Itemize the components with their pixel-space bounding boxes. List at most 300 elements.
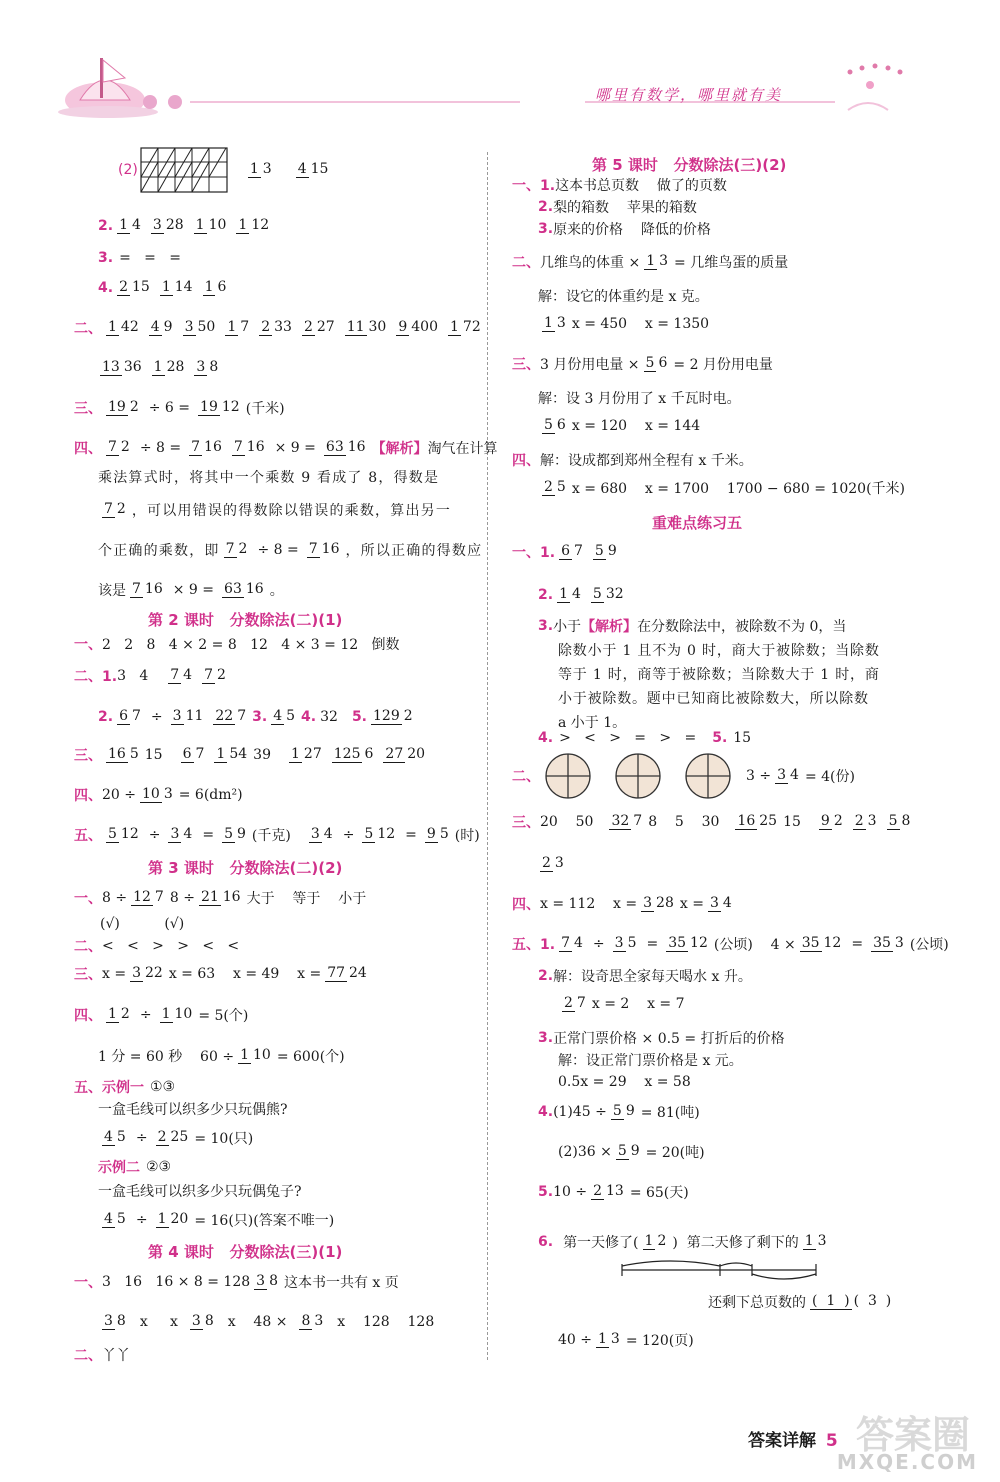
left-line-31 <box>98 1302 434 1342</box>
fraction: 77 24 <box>327 965 367 982</box>
right-line-21 <box>512 802 916 842</box>
fraction: 1 3 <box>544 315 566 332</box>
grid-diagram <box>140 147 228 193</box>
expr-text: = 20(吨) <box>645 1145 705 1161</box>
right-line-32 <box>538 1172 689 1212</box>
expr-text: = <box>646 936 659 952</box>
expr-text: 3 月份用电量 × <box>540 357 640 373</box>
expr-text: 几维鸟的体重 × <box>540 255 641 271</box>
ship-logo-icon <box>58 58 158 118</box>
answer-text: 20 50 <box>540 814 594 830</box>
item-number: 6. <box>538 1234 554 1250</box>
fraction: 4 9 <box>150 319 173 336</box>
expr-text: 8 ÷ <box>169 890 195 906</box>
fraction: 21 16 <box>200 889 241 906</box>
answer-text: 这本书一共有 x 页 <box>283 1275 399 1291</box>
expr-text: ÷ <box>135 1212 148 1228</box>
right-line-31 <box>558 1132 705 1172</box>
fraction: 5 6 <box>544 417 566 434</box>
item-number: 二、 <box>512 255 540 271</box>
fraction: 5 8 <box>888 813 911 830</box>
item-number: 一、 <box>74 1275 102 1291</box>
fraction: 3 50 <box>184 319 216 336</box>
right-line-33 <box>538 1222 833 1262</box>
item-number: 五、 <box>74 828 102 844</box>
expr-text: = 6(dm²) <box>178 787 243 803</box>
item-number: 二、 <box>74 939 102 955</box>
fraction: 1 3 <box>646 253 669 270</box>
stars-icon <box>848 64 903 111</box>
fraction: 3 28 <box>152 217 184 234</box>
expr-text: (1)45 ÷ <box>553 1104 607 1120</box>
fraction: 11 30 <box>346 319 387 336</box>
item-number: 二、 <box>74 321 102 337</box>
expr-text: 40 ÷ <box>558 1332 592 1348</box>
fraction: 27 20 <box>385 746 426 763</box>
section-heading-lesson-3: 第 3 课时 分数除法(二)(2) <box>148 858 343 877</box>
right-line-20 <box>512 748 855 804</box>
fraction: 7 2 <box>104 501 126 518</box>
left-line-29 <box>98 1200 334 1240</box>
left-line-5 <box>74 308 487 348</box>
fraction: 63 16 <box>224 581 264 598</box>
right-line-13 <box>538 575 630 615</box>
answer-text: 8 5 30 <box>648 814 720 830</box>
analysis-text: 个正确的乘数，即 <box>98 543 220 559</box>
fraction: 9 2 <box>820 813 843 830</box>
analysis-text: ，所以正确的得数应 <box>345 543 483 559</box>
right-line-34 <box>708 1282 897 1322</box>
item-number: 3. <box>538 221 554 237</box>
dot-icon <box>168 95 182 109</box>
left-line-18 <box>74 815 480 855</box>
fraction: 4 5 <box>104 1129 126 1146</box>
fraction: 16 25 <box>737 813 778 830</box>
fraction: 5 32 <box>592 586 624 603</box>
expr-text: x = 63 x = 49 x = <box>168 966 322 982</box>
fraction: 35 3 <box>873 935 904 952</box>
fraction: 1 3 <box>249 161 272 178</box>
item-number: 四、 <box>512 897 540 913</box>
fraction: 9 400 <box>398 319 438 336</box>
expr-text: x = <box>679 896 704 912</box>
fraction: 7 16 <box>233 439 265 456</box>
answer-text: 3 4 <box>117 668 149 684</box>
answer-text: 32 <box>320 709 338 725</box>
item-label: (2) <box>118 162 138 178</box>
right-line-7 <box>512 344 773 384</box>
expr-text: (2)36 × <box>558 1144 612 1160</box>
answer-text: 2 2 8 4 × 2 = 8 12 4 × 3 = 12 倒数 <box>102 637 400 653</box>
expr-text: = 65(天) <box>629 1185 689 1201</box>
item-number: 五、示例一 <box>74 1080 144 1096</box>
item-number: 二、 <box>74 1348 102 1364</box>
left-line-16 <box>74 735 431 775</box>
item-number: 四、 <box>74 1008 102 1024</box>
fraction: 7 16 <box>191 439 222 456</box>
expr-text: x = 2 x = 7 <box>591 996 685 1012</box>
expr-text: ÷ <box>150 709 163 725</box>
fraction: 3 11 <box>172 708 204 725</box>
fraction: 1 4 <box>119 217 141 234</box>
item-number: 3. <box>538 1030 554 1046</box>
question-text: 一盒毛线可以织多少只玩偶兔子? <box>98 1184 302 1200</box>
expr-text: 3 ÷ <box>746 768 772 784</box>
left-line-6 <box>96 348 224 388</box>
fraction: 7 2 <box>108 439 130 456</box>
unit-text: (时) <box>454 828 480 844</box>
fraction: 2 3 <box>542 855 564 872</box>
answer-text: 15 <box>783 814 801 830</box>
item-number: 三、 <box>512 357 540 373</box>
right-line-9 <box>538 406 700 446</box>
fraction: 3 4 <box>170 826 193 843</box>
left-line-7 <box>74 388 285 428</box>
item-number: 4. <box>538 1104 554 1120</box>
expr-text: 20 ÷ <box>102 787 136 803</box>
expr-text: 第一天修了( <box>563 1235 639 1251</box>
fraction: 1 10 <box>195 217 227 234</box>
analysis-text: 淘气在计算 <box>427 441 498 457</box>
fraction: 12 7 <box>133 889 164 906</box>
analysis-text: 小于被除数。题中已知商比被除数大，所以除数 <box>558 691 869 707</box>
fraction: 3 8 <box>191 1313 214 1330</box>
expr-text: = <box>851 936 864 952</box>
item-number: 二、 <box>512 769 540 785</box>
answer-text: 这本书总页数 做了的页数 <box>555 178 727 194</box>
analysis-text: 。 <box>269 583 284 599</box>
item-number: 2. <box>98 218 114 234</box>
fraction: 2 13 <box>593 1183 624 1200</box>
left-line-14 <box>74 656 232 696</box>
section-heading-lesson-5: 第 5 课时 分数除法(三)(2) <box>592 155 787 174</box>
item-number: 一、 <box>74 891 102 907</box>
answer-text: 原来的价格 降低的价格 <box>553 222 711 238</box>
fraction: 7 2 <box>204 667 226 684</box>
item-number: 一、1. <box>512 545 556 561</box>
expr-text: ÷ <box>139 1007 152 1023</box>
expr-text: = 16(只)(答案不唯一) <box>194 1213 335 1229</box>
fraction: 35 12 <box>668 935 708 952</box>
item-number: 四、 <box>74 788 102 804</box>
fraction: 8 3 <box>301 1313 324 1330</box>
analysis-tag: 【解析】 <box>581 619 638 635</box>
item-number: 2. <box>538 199 554 215</box>
analysis-text: 该是 <box>98 583 126 599</box>
expr-text: x = <box>102 966 127 982</box>
item-number: 三、 <box>74 401 102 417</box>
fraction: 3 4 <box>310 826 333 843</box>
fraction: 7 16 <box>132 581 163 598</box>
section-heading-lesson-2: 第 2 课时 分数除法(二)(1) <box>148 610 343 629</box>
expr-text: 10 ÷ <box>553 1184 588 1200</box>
fraction: 4 5 <box>104 1211 126 1228</box>
fraction: 3 8 <box>104 1313 126 1330</box>
expr-text: 1 分 = 60 秒 60 ÷ <box>98 1049 235 1065</box>
expr-text: = 120(页) <box>625 1333 694 1349</box>
page-number: 5 <box>825 1431 838 1451</box>
analysis-text: a 小于 1。 <box>558 715 627 731</box>
left-line-17 <box>74 775 243 815</box>
right-line-23 <box>512 884 738 924</box>
expr-text: = 几维鸟蛋的质量 <box>674 255 789 271</box>
analysis-tag: 【解析】 <box>371 441 428 457</box>
expr-text: x 48 × <box>227 1314 288 1330</box>
expr-text: 8 ÷ <box>102 890 128 906</box>
left-line-23 <box>98 1036 345 1076</box>
right-line-11 <box>538 468 905 508</box>
fraction: 1 12 <box>238 217 270 234</box>
fraction: 22 7 <box>215 708 247 725</box>
answer-text: 正常门票价格 × 0.5 = 打折后的价格 <box>553 1031 785 1047</box>
fraction: 1 10 <box>240 1047 271 1064</box>
expr-text: × 9 = <box>274 440 316 456</box>
fraction: 5 9 <box>594 543 617 560</box>
item-number: 2. <box>98 709 114 725</box>
item-number: 五、1. <box>512 937 556 953</box>
expr-text: = 5(个) <box>198 1008 249 1024</box>
item-number: 一、 <box>74 637 102 653</box>
item-number: 4. <box>98 280 114 296</box>
fraction: 6 7 <box>561 543 583 560</box>
fraction: 1 20 <box>157 1211 189 1228</box>
fraction: 13 36 <box>102 359 142 376</box>
fraction: 5 12 <box>364 826 396 843</box>
fraction: ( 1 ) ( 3 ) <box>812 1293 892 1310</box>
fraction: 5 9 <box>224 826 246 843</box>
right-line-12 <box>512 532 623 572</box>
analysis-text: ，可以用错误的得数除以错误的乘数，算出另一 <box>131 503 452 519</box>
checkmarks-text: (√) (√) <box>100 916 185 932</box>
left-line-10 <box>98 490 451 530</box>
item-number: 2. <box>538 968 554 984</box>
expr-text: = 4(份) <box>804 769 855 785</box>
left-line-4 <box>98 268 232 308</box>
expr-text: ÷ <box>592 936 605 952</box>
circle-diagram <box>544 750 734 802</box>
item-number: 四、 <box>74 441 102 457</box>
fraction: 7 2 <box>225 541 248 558</box>
fraction: 3 8 <box>196 359 219 376</box>
item-number: 5. <box>351 709 367 725</box>
answer-text: 39 <box>253 747 271 763</box>
fraction: 3 5 <box>614 935 637 952</box>
expr-text: = 600(个) <box>276 1049 345 1065</box>
answer-text: = = = <box>119 250 181 266</box>
fraction: 4 5 <box>273 708 296 725</box>
expr-text: x x <box>139 1314 178 1330</box>
solution-text: 解：设成都到郑州全程有 x 千米。 <box>540 453 753 469</box>
fraction: 2 33 <box>261 319 292 336</box>
fraction: 19 12 <box>200 399 240 416</box>
fraction: 5 12 <box>108 826 139 843</box>
expr-text: x = 450 x = 1350 <box>571 316 710 332</box>
fraction: 1 42 <box>108 319 139 336</box>
fraction: 7 4 <box>561 935 583 952</box>
fraction: 1 6 <box>204 279 227 296</box>
fraction: 1 3 <box>804 1233 827 1250</box>
dot-icon <box>143 95 157 109</box>
fraction: 2 7 <box>564 995 586 1012</box>
left-line-11 <box>98 530 482 570</box>
item-number: 4. <box>301 709 317 725</box>
answer-text: 小于 <box>553 619 582 635</box>
expr-text: ÷ 6 = <box>148 400 191 416</box>
fraction: 2 27 <box>303 319 335 336</box>
left-line-9 <box>98 462 439 492</box>
expr-text: = 10(只) <box>194 1131 254 1147</box>
column-divider <box>487 152 488 1360</box>
solution-text: 解：设正常门票价格是 x 元。 <box>558 1053 743 1069</box>
item-number: 一、1. <box>512 178 556 194</box>
right-line-4 <box>512 242 788 282</box>
fraction: 1 2 <box>644 1233 667 1250</box>
right-line-30 <box>538 1092 700 1132</box>
section-heading-lesson-4: 第 4 课时 分数除法(三)(1) <box>148 1242 343 1261</box>
item-number: 三、 <box>74 748 102 764</box>
answer-text: 大于 等于 小于 <box>246 891 367 907</box>
fraction: 32 7 <box>611 813 643 830</box>
expr-text: = <box>202 827 215 843</box>
expr-text: ÷ 8 = <box>139 440 182 456</box>
fraction: 125 6 <box>333 746 374 763</box>
fraction: 2 25 <box>157 1129 189 1146</box>
fraction: 1 3 <box>598 1331 620 1348</box>
item-number: 二、1. <box>74 669 118 685</box>
fraction: 2 15 <box>119 279 150 296</box>
analysis-text: 乘法算式时，将其中一个乘数 9 看成了 8，得数是 <box>98 470 440 486</box>
item-number: 4. <box>538 730 554 746</box>
expr-text: = <box>405 827 417 843</box>
expr-text: ) 第二天修了剩下的 <box>672 1235 799 1251</box>
solution-text: 解：设 3 月份用了 x 千瓦时电。 <box>538 391 741 407</box>
fraction: 63 16 <box>325 439 366 456</box>
item-number: 3. <box>98 250 114 266</box>
left-line-15 <box>98 697 419 737</box>
answer-text: 梨的箱数 苹果的箱数 <box>553 200 697 216</box>
expr-text: ÷ 8 = <box>257 542 299 558</box>
fraction: 1 4 <box>559 586 581 603</box>
item-number: 3. <box>252 709 268 725</box>
answer-text: < < > > < < <box>102 938 240 954</box>
right-line-6 <box>538 304 709 344</box>
fraction: 3 22 <box>132 965 163 982</box>
answer-text: ②③ <box>146 1159 172 1175</box>
answer-text: ①③ <box>150 1079 176 1095</box>
expr-text: 0.5x = 29 x = 58 <box>558 1074 691 1090</box>
fraction: 1 14 <box>161 279 193 296</box>
page-header <box>0 0 1000 130</box>
expr-text: x 128 128 <box>337 1314 435 1330</box>
fraction: 7 16 <box>308 541 340 558</box>
item-number: 5. <box>538 1184 554 1200</box>
fraction: 19 2 <box>108 399 139 416</box>
fraction: 4 15 <box>297 161 329 178</box>
fraction: 1 2 <box>108 1006 130 1023</box>
answer-text: 15 <box>144 747 163 763</box>
fraction: 1 54 <box>216 746 248 763</box>
analysis-text: 在分数除法中，被除数不为 0，当 <box>637 619 847 635</box>
fraction: 9 5 <box>426 826 449 843</box>
expr-text: x = 120 x = 144 <box>571 418 701 434</box>
fraction: 1 7 <box>227 319 250 336</box>
right-line-22 <box>536 844 570 884</box>
header-decoration <box>0 0 1000 130</box>
left-line-1 <box>118 150 334 190</box>
fraction: 3 4 <box>777 767 799 784</box>
unit-text: (公顷) <box>909 937 949 953</box>
fraction: 6 7 <box>182 746 205 763</box>
item-number: 3. <box>538 618 554 634</box>
answer-text: > < > = > = <box>559 730 697 746</box>
fraction: 129 2 <box>373 708 413 725</box>
section-heading-practice-5: 重难点练习五 <box>652 513 743 532</box>
expr-text: x = 112 x = <box>540 896 638 912</box>
unit-text: (千米) <box>245 401 285 417</box>
fraction: 5 6 <box>645 355 668 372</box>
expr-text: ÷ <box>148 827 161 843</box>
analysis-text: 等于 1 时，商等于被除数；当除数大于 1 时，商 <box>558 667 880 683</box>
left-line-32 <box>74 1340 130 1370</box>
expr-text: (公顷) 4 × <box>713 937 796 953</box>
watermark-logo: 答案圈 <box>855 1413 970 1457</box>
fraction: 7 4 <box>170 667 193 684</box>
fraction: 1 28 <box>153 359 185 376</box>
fraction: 16 5 <box>108 746 139 763</box>
expr-text: x = 680 x = 1700 1700 − 680 = 1020(千米) <box>571 481 906 497</box>
fraction: 6 7 <box>119 708 141 725</box>
fraction: 3 4 <box>709 895 732 912</box>
left-line-21 <box>74 954 373 994</box>
solution-text: 解：设它的体重约是 x 克。 <box>538 289 709 305</box>
segment-diagram <box>620 1258 820 1284</box>
fraction: 10 3 <box>142 786 173 803</box>
footer-label: 答案详解 5 <box>748 1431 838 1451</box>
answer-text: 15 <box>733 730 752 746</box>
item-number: 示例二 <box>98 1160 140 1176</box>
item-number: 三、 <box>512 815 540 831</box>
header-slogan: 哪里有数学，哪里就有美 <box>595 86 783 104</box>
fraction: 2 5 <box>544 479 566 496</box>
fraction: 3 8 <box>256 1273 278 1290</box>
analysis-text: 除数小于 1 且不为 0 时，商大于被除数；当除数 <box>558 643 880 659</box>
item-number: 四、 <box>512 453 540 469</box>
fraction: 5 9 <box>612 1103 635 1120</box>
solution-text: 解：设奇思全家每天喝水 x 升。 <box>553 969 752 985</box>
watermark-url: MXQE.COM <box>836 1450 978 1474</box>
right-line-35 <box>558 1320 694 1360</box>
right-line-24 <box>512 924 949 964</box>
expr-text: ÷ <box>342 827 355 843</box>
fraction: 5 9 <box>617 1143 640 1160</box>
answer-text: 丫丫 <box>102 1348 130 1364</box>
fraction: 1 27 <box>291 746 322 763</box>
right-line-3 <box>538 216 711 242</box>
expr-text: 3 16 16 × 8 = 128 <box>102 1274 251 1290</box>
fraction: 3 28 <box>643 895 674 912</box>
fraction: 2 3 <box>854 813 877 830</box>
item-number: 三、 <box>74 967 102 983</box>
expr-text: ÷ <box>135 1130 148 1146</box>
expr-text: × 9 = <box>172 582 215 598</box>
unit-text: (千克) <box>251 828 291 844</box>
diagram-label: 还剩下总页数的 <box>708 1295 806 1311</box>
fraction: 1 72 <box>450 319 481 336</box>
left-line-30 <box>74 1262 399 1302</box>
question-text: 一盒毛线可以织多少只玩偶熊? <box>98 1102 288 1118</box>
fraction: 35 12 <box>801 935 842 952</box>
expr-text: = 81(吨) <box>640 1105 700 1121</box>
